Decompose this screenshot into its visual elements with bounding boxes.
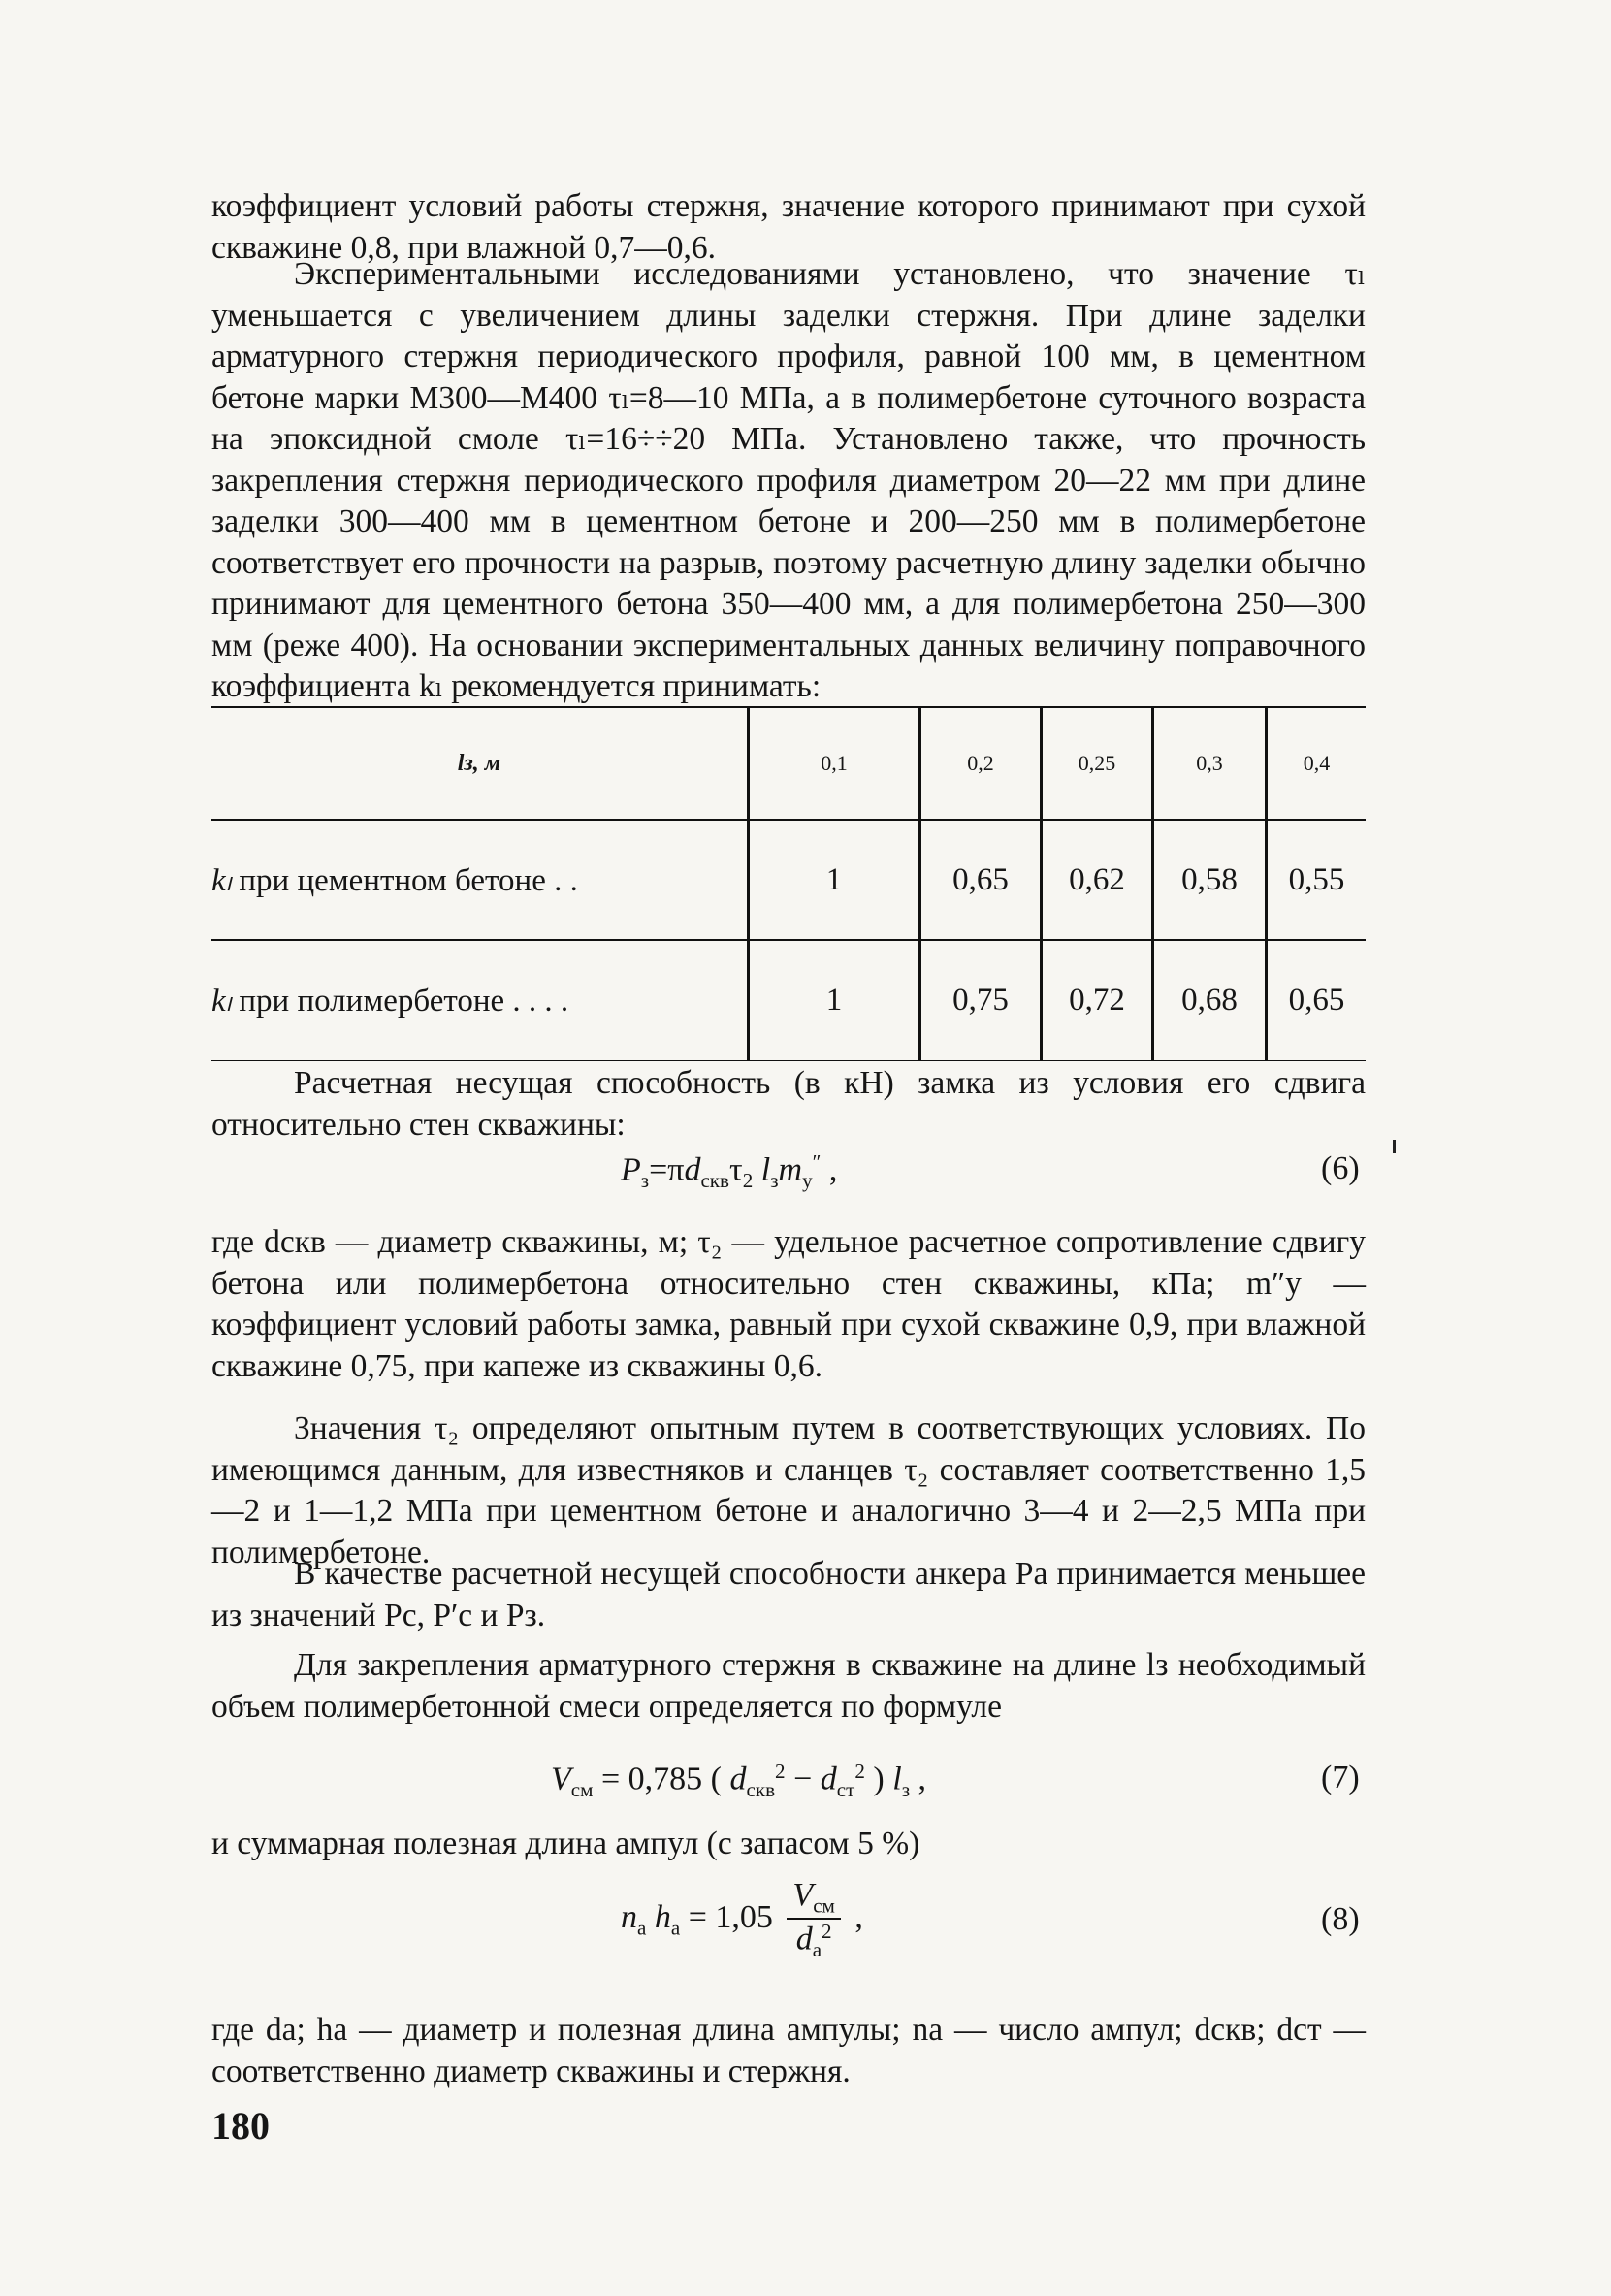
table-cell: 0,62 xyxy=(1042,820,1153,940)
row-label-text: при полимербетоне . . . . xyxy=(239,984,569,1019)
coefficient-table xyxy=(211,706,1366,1061)
formula-8: $n_а$ $h_а = 1,05$ $\frac{V_{см}}{d_а^2}$ , xyxy=(621,1877,863,1962)
table-row-label xyxy=(211,820,749,940)
table-header-label: lз, м xyxy=(211,707,749,820)
formula-8-fraction: $\frac{V_{см}}{d_а^2}$ xyxy=(787,1877,840,1962)
row-symbol: kₗ xyxy=(211,984,232,1019)
table-row-label xyxy=(211,940,749,1060)
table-row xyxy=(211,820,1366,940)
table-header-cell: 0,4 xyxy=(1267,707,1367,820)
formula-8-number: (8) xyxy=(1321,1901,1360,1937)
scan-mark xyxy=(1393,1140,1396,1153)
paragraph-8: и суммарная полезная длина ампул (с запасом 5 %) xyxy=(211,1826,920,1861)
formula-6: $P_з=\pi d_{скв}\tau_2$ $l_зm_у''$ , xyxy=(621,1150,838,1192)
table-cell: 0,55 xyxy=(1267,820,1367,940)
formula-6-number: (6) xyxy=(1321,1150,1360,1186)
table-header-cell: 0,2 xyxy=(920,707,1042,820)
paragraph-7: Для закрепления арматурного стержня в скважине на длине lз необходимый объем полимербетонной смеси определяется по формуле xyxy=(211,1647,1366,1725)
row-label-text: при цементном бетоне . . xyxy=(239,863,578,898)
row-symbol: kₗ xyxy=(211,863,232,898)
table-row xyxy=(211,940,1366,1060)
paragraph-5: Значения τ₂ определяют опытным путем в соответствующих условиях. По имеющимся данным, для известняков и сланцев τ₂ составляет соответственно 1,5—2 и 1—1,2 МПа при цементном бетоне и аналогично 3—4 и 2—2,5 МПа при полимербетоне. xyxy=(211,1410,1366,1570)
table-cell: 0,68 xyxy=(1153,940,1267,1060)
table-header-row xyxy=(211,707,1366,820)
table-cell: 0,65 xyxy=(1267,940,1367,1060)
paragraph-4: где dскв — диаметр скважины, м; τ₂ — удельное расчетное сопротивление сдвигу бетона или полимербетона относительно стен скважины, кПа; m″у — коэффициент условий работы замка, равный при сухой скважине 0,9, при влажной скважине 0,75, при капеже из скважины 0,6. xyxy=(211,1224,1366,1384)
paragraph-9: где dа; hа — диаметр и полезная длина ампулы; nа — число ампул; dскв; dст — соответственно диаметр скважины и стержня. xyxy=(211,2012,1366,2089)
table-cell: 0,58 xyxy=(1153,820,1267,940)
formula-7-number: (7) xyxy=(1321,1760,1360,1795)
table-cell: 0,75 xyxy=(920,940,1042,1060)
table-cell: 1 xyxy=(749,940,920,1060)
table-header-cell: 0,1 xyxy=(749,707,920,820)
formula-7: $V_{см} = 0,785$ ( $d_{скв}^2 - d_{ст}^2$ ) $l_з$ , xyxy=(551,1760,927,1801)
paragraph-6: В качестве расчетной несущей способности анкера Pа принимается меньшее из значений Pс, P′с и Pз. xyxy=(211,1556,1366,1633)
table-header-cell: 0,3 xyxy=(1153,707,1267,820)
table-header-cell: 0,25 xyxy=(1042,707,1153,820)
paragraph-1: коэффициент условий работы стержня, значение которого принимают при сухой скважине 0,8, при влажной 0,7—0,6. xyxy=(211,188,1366,266)
page-number: 180 xyxy=(211,2104,270,2148)
table-cell: 0,72 xyxy=(1042,940,1153,1060)
paragraph-3: Расчетная несущая способность (в кН) замка из условия его сдвига относительно стен скважины: xyxy=(211,1065,1366,1143)
paragraph-2: Экспериментальными исследованиями установлено, что значение τₗ уменьшается с увеличением длины заделки стержня. При длине заделки арматурного стержня периодического профиля, равной 100 мм, в цементном бетоне марки М300—М400 τₗ=8—10 МПа, а в полимербетоне суточного возраста на эпоксидной смоле τₗ=16÷÷20 МПа. Установлено также, что прочность закрепления стержня периодического профиля диаметром 20—22 мм при длине заделки 300—400 мм в цементном бетоне и 200—250 мм в полимербетоне соответствует его прочности на разрыв, поэтому расчетную длину заделки обычно принимают для цементного бетона 350—400 мм, а для полимербетона 250—300 мм (реже 400). На основании экспериментальных данных величину поправочного коэффициента kₗ рекомендуется принимать: xyxy=(211,256,1366,705)
table-cell: 1 xyxy=(749,820,920,940)
table-cell: 0,65 xyxy=(920,820,1042,940)
